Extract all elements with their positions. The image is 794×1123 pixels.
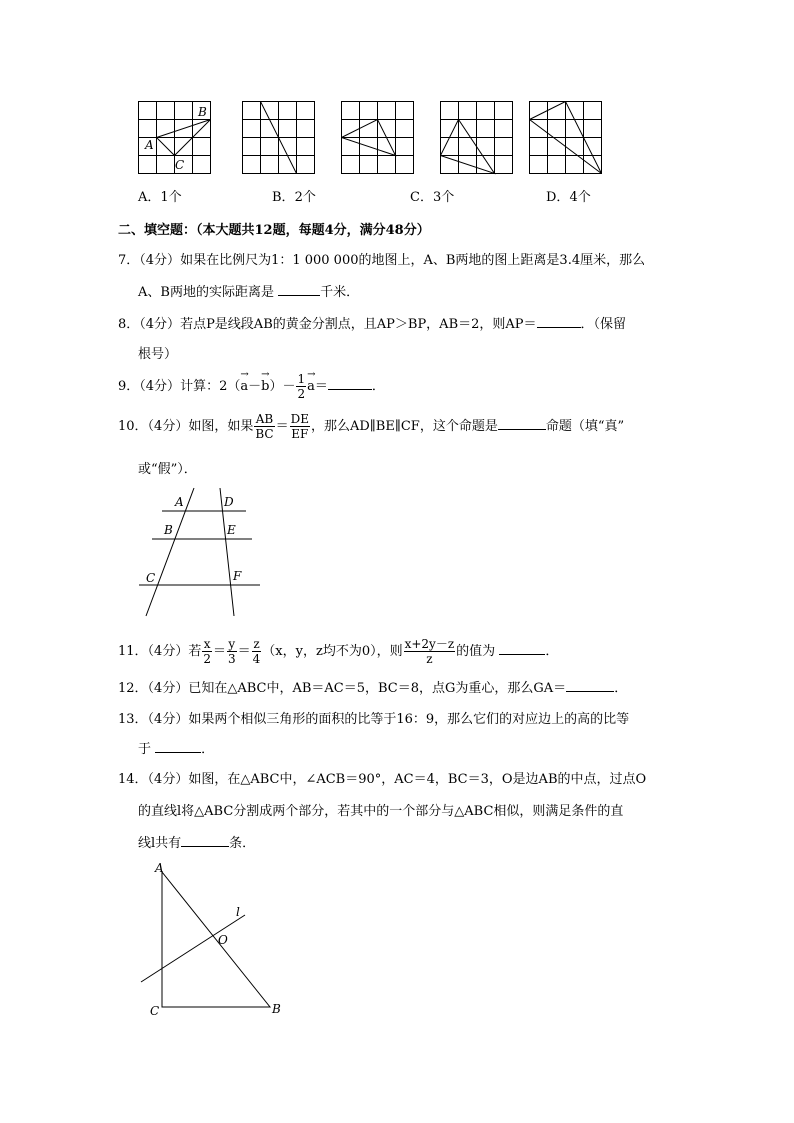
option-a[interactable]: A．1个 xyxy=(138,190,182,205)
q13-line2: 于 ． xyxy=(138,742,215,757)
option-b[interactable]: B．2个 xyxy=(272,190,316,205)
q8-line1: 8．（4分）若点P是线段AB的黄金分割点，且AP＞BP，AB＝2，则AP＝ ．（保留 xyxy=(118,317,627,332)
label-f: F xyxy=(233,569,242,583)
q14-line2: 的直线l将△ABC分割成两个部分，若其中的一个部分与△ABC相似，则满足条件的直 xyxy=(138,804,624,819)
grid-figure-e xyxy=(529,101,605,175)
label-b: B xyxy=(272,1002,281,1016)
q10-figure xyxy=(136,486,262,618)
q12-answer-blank[interactable] xyxy=(566,679,614,692)
q9-line: 9．（4分）计算：2（ → a－ → b）－ $\frac{1}{2}$ → a＝ ． xyxy=(118,369,385,401)
option-c[interactable]: C．3个 xyxy=(410,190,455,205)
q14-answer-blank[interactable] xyxy=(181,834,229,847)
grid-figure-b xyxy=(242,101,318,175)
label-c: C xyxy=(175,158,185,172)
q11-line: 11．（4分）若 $\frac{x}{2}$ ＝ $\frac{y}{3}$ ＝ $\frac{z}{4}$ （x，y，z均不为0），则 $\frac{x+2y-z}{z}$ 的值为 ． xyxy=(118,637,559,666)
q10-line1: 10．（4分）如图，如果 $\frac{AB}{BC}$ ＝ $\frac{DE}{EF}$ ，那么AD∥BE∥CF，这个命题是 命题（填“真” xyxy=(118,412,625,441)
label-o: O xyxy=(218,933,228,947)
q8-line2: 根号） xyxy=(138,347,178,362)
q13-line1: 13．（4分）如果两个相似三角形的面积的比等于16：9，那么它们的对应边上的高的比等 xyxy=(118,712,630,727)
q10-answer-blank[interactable] xyxy=(498,417,546,430)
q9-fraction: $\frac{1}{2}$ xyxy=(297,372,306,401)
q8-answer-blank[interactable] xyxy=(537,315,581,328)
q10-line2: 或“假”）． xyxy=(138,462,197,477)
q12-line: 12．（4分）已知在△ABC中，AB＝AC＝5，BC＝8，点G为重心，那么GA＝ ． xyxy=(118,681,628,696)
q7-line2: A、B两地的实际距离是 千米． xyxy=(138,285,360,300)
label-l: l xyxy=(236,905,240,919)
grid-figure-c xyxy=(341,101,417,175)
label-c: C xyxy=(146,571,156,585)
option-d[interactable]: D．4个 xyxy=(546,190,591,205)
label-d: D xyxy=(224,495,234,509)
vector-b: → b xyxy=(261,369,270,394)
q14-figure xyxy=(138,858,288,1020)
section-title: 二、填空题：（本大题共12题，每题4分，满分48分） xyxy=(118,223,430,238)
q14-line3: 线l共有 条． xyxy=(138,836,256,851)
q7-answer-blank[interactable] xyxy=(278,283,320,296)
label-e: E xyxy=(227,523,236,537)
vector-a-2: → a xyxy=(307,369,316,394)
vector-a: → a xyxy=(240,369,249,394)
label-c: C xyxy=(150,1004,160,1018)
q11-answer-blank[interactable] xyxy=(499,642,545,655)
q14-line1: 14．（4分）如图，在△ABC中，∠ACB＝90°，AC＝4，BC＝3，O是边AB的中点，过点O xyxy=(118,772,647,787)
q9-answer-blank[interactable] xyxy=(328,377,372,390)
grid-figure-a xyxy=(138,101,214,175)
label-a: A xyxy=(175,495,184,509)
label-b: B xyxy=(198,105,207,119)
label-a: A xyxy=(155,861,164,875)
q7-line1: 7．（4分）如果在比例尺为1：1 000 000的地图上，A、B两地的图上距离是3.4厘米，那么 xyxy=(118,253,646,268)
label-b: B xyxy=(164,523,173,537)
label-a: A xyxy=(145,138,154,152)
grid-figure-d xyxy=(440,101,516,175)
q13-answer-blank[interactable] xyxy=(155,740,201,753)
